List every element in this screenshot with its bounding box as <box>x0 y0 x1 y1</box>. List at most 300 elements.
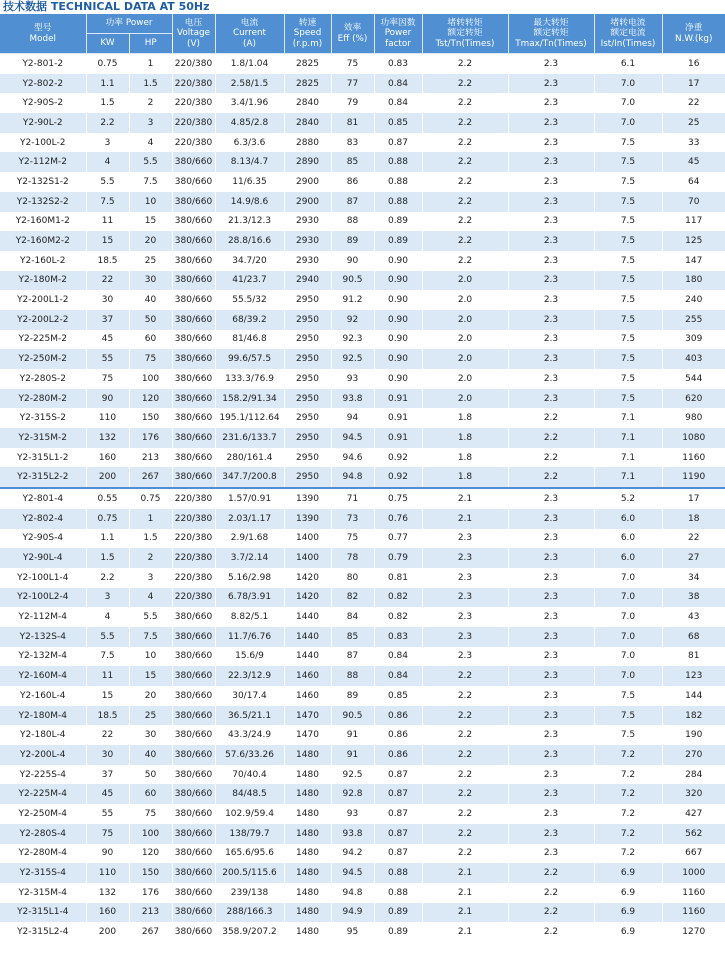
cell-power-hp: 150 <box>129 408 172 428</box>
table-row <box>0 784 725 804</box>
cell-tst-tn: 2.3 <box>422 607 508 627</box>
table-row <box>0 93 725 113</box>
cell-speed: 2930 <box>284 251 331 271</box>
cell-current: 2.58/1.5 <box>215 74 284 94</box>
cell-efficiency: 89 <box>331 231 374 251</box>
cell-power-kw: 200 <box>86 467 129 488</box>
cell-net-weight: 320 <box>662 784 725 804</box>
cell-power-factor: 0.87 <box>374 824 422 844</box>
cell-tst-tn: 2.0 <box>422 330 508 350</box>
cell-net-weight: 17 <box>662 488 725 509</box>
cell-tst-tn: 2.2 <box>422 804 508 824</box>
cell-power-kw: 22 <box>86 725 129 745</box>
cell-ist-in: 7.2 <box>594 784 662 804</box>
cell-speed: 2950 <box>284 428 331 448</box>
header-weight-en: N.W.(kg) <box>675 33 713 44</box>
table-row <box>0 548 725 568</box>
technical-data-table <box>0 14 725 942</box>
cell-model: Y2-200L1-2 <box>0 290 86 310</box>
cell-tmax-tn: 2.3 <box>508 389 594 409</box>
table-row <box>0 863 725 883</box>
table-row <box>0 529 725 549</box>
cell-efficiency: 93.8 <box>331 389 374 409</box>
table-row <box>0 627 725 647</box>
cell-tst-tn: 2.2 <box>422 212 508 232</box>
cell-power-kw: 30 <box>86 290 129 310</box>
cell-power-factor: 0.90 <box>374 310 422 330</box>
cell-current: 84/48.5 <box>215 784 284 804</box>
cell-tst-tn: 2.0 <box>422 389 508 409</box>
cell-voltage: 220/380 <box>172 113 215 133</box>
cell-power-factor: 0.88 <box>374 152 422 172</box>
cell-speed: 2950 <box>284 467 331 488</box>
cell-efficiency: 87 <box>331 192 374 212</box>
cell-model: Y2-132M-4 <box>0 647 86 667</box>
cell-power-kw: 4 <box>86 152 129 172</box>
cell-current: 15.6/9 <box>215 647 284 667</box>
cell-power-factor: 0.88 <box>374 863 422 883</box>
cell-current: 102.9/59.4 <box>215 804 284 824</box>
cell-power-factor: 0.88 <box>374 192 422 212</box>
cell-power-factor: 0.82 <box>374 588 422 608</box>
cell-tst-tn: 2.3 <box>422 588 508 608</box>
cell-current: 6.3/3.6 <box>215 133 284 153</box>
cell-power-kw: 200 <box>86 922 129 942</box>
cell-efficiency: 95 <box>331 922 374 942</box>
cell-voltage: 380/660 <box>172 745 215 765</box>
cell-efficiency: 77 <box>331 74 374 94</box>
cell-efficiency: 78 <box>331 548 374 568</box>
header-voltage <box>172 14 215 54</box>
cell-model: Y2-315L1-4 <box>0 903 86 923</box>
cell-power-hp: 120 <box>129 844 172 864</box>
cell-power-hp: 1 <box>129 54 172 74</box>
cell-power-factor: 0.85 <box>374 113 422 133</box>
cell-model: Y2-90L-4 <box>0 548 86 568</box>
cell-voltage: 380/660 <box>172 647 215 667</box>
cell-power-factor: 0.84 <box>374 93 422 113</box>
cell-power-kw: 5.5 <box>86 172 129 192</box>
table-row <box>0 54 725 74</box>
header-tst-cn-2: 额定转矩 <box>447 28 483 39</box>
cell-ist-in: 6.0 <box>594 548 662 568</box>
cell-voltage: 380/660 <box>172 271 215 291</box>
cell-net-weight: 284 <box>662 765 725 785</box>
cell-tst-tn: 2.2 <box>422 844 508 864</box>
cell-ist-in: 7.0 <box>594 607 662 627</box>
cell-speed: 1460 <box>284 666 331 686</box>
cell-current: 41/23.7 <box>215 271 284 291</box>
table-row <box>0 725 725 745</box>
cell-voltage: 220/380 <box>172 509 215 529</box>
table-row <box>0 113 725 133</box>
cell-current: 133.3/76.9 <box>215 369 284 389</box>
header-model-cn: 型号 <box>33 23 52 34</box>
cell-ist-in: 7.0 <box>594 568 662 588</box>
cell-power-kw: 160 <box>86 903 129 923</box>
cell-power-kw: 1.1 <box>86 529 129 549</box>
cell-power-kw: 1.1 <box>86 74 129 94</box>
cell-model: Y2-315M-4 <box>0 883 86 903</box>
cell-speed: 1480 <box>284 844 331 864</box>
cell-speed: 2840 <box>284 93 331 113</box>
cell-power-kw: 15 <box>86 231 129 251</box>
cell-tst-tn: 2.2 <box>422 824 508 844</box>
cell-power-kw: 22 <box>86 271 129 291</box>
cell-power-kw: 2.2 <box>86 568 129 588</box>
cell-voltage: 380/660 <box>172 389 215 409</box>
cell-tmax-tn: 2.3 <box>508 784 594 804</box>
cell-model: Y2-802-4 <box>0 509 86 529</box>
cell-power-hp: 1.5 <box>129 529 172 549</box>
cell-tmax-tn: 2.2 <box>508 448 594 468</box>
cell-net-weight: 403 <box>662 349 725 369</box>
cell-net-weight: 980 <box>662 408 725 428</box>
cell-ist-in: 7.0 <box>594 588 662 608</box>
cell-voltage: 380/660 <box>172 212 215 232</box>
cell-tst-tn: 2.2 <box>422 133 508 153</box>
cell-power-kw: 11 <box>86 212 129 232</box>
cell-speed: 2900 <box>284 172 331 192</box>
header-power: 功率 Power <box>86 14 172 34</box>
header-ist-cn-1: 堵转电流 <box>610 17 646 28</box>
table-row <box>0 686 725 706</box>
cell-efficiency: 93.8 <box>331 824 374 844</box>
cell-power-kw: 1.5 <box>86 548 129 568</box>
cell-speed: 2825 <box>284 54 331 74</box>
cell-model: Y2-100L1-4 <box>0 568 86 588</box>
cell-power-factor: 0.90 <box>374 271 422 291</box>
cell-voltage: 220/380 <box>172 548 215 568</box>
cell-voltage: 220/380 <box>172 568 215 588</box>
cell-tmax-tn: 2.3 <box>508 172 594 192</box>
cell-power-hp: 3 <box>129 113 172 133</box>
cell-power-hp: 5.5 <box>129 607 172 627</box>
cell-voltage: 380/660 <box>172 349 215 369</box>
cell-ist-in: 7.5 <box>594 310 662 330</box>
cell-voltage: 380/660 <box>172 192 215 212</box>
cell-ist-in: 7.5 <box>594 725 662 745</box>
cell-model: Y2-280S-4 <box>0 824 86 844</box>
cell-power-hp: 75 <box>129 804 172 824</box>
table-row <box>0 509 725 529</box>
cell-voltage: 380/660 <box>172 686 215 706</box>
cell-efficiency: 94.8 <box>331 467 374 488</box>
cell-power-factor: 0.91 <box>374 408 422 428</box>
cell-ist-in: 7.5 <box>594 192 662 212</box>
cell-model: Y2-801-2 <box>0 54 86 74</box>
table-row <box>0 349 725 369</box>
cell-power-hp: 75 <box>129 349 172 369</box>
cell-power-factor: 0.92 <box>374 448 422 468</box>
cell-voltage: 220/380 <box>172 93 215 113</box>
cell-model: Y2-280M-4 <box>0 844 86 864</box>
cell-power-factor: 0.90 <box>374 251 422 271</box>
cell-power-hp: 50 <box>129 310 172 330</box>
cell-current: 347.7/200.8 <box>215 467 284 488</box>
cell-model: Y2-250M-2 <box>0 349 86 369</box>
cell-current: 30/17.4 <box>215 686 284 706</box>
cell-tmax-tn: 2.3 <box>508 330 594 350</box>
cell-net-weight: 309 <box>662 330 725 350</box>
cell-tst-tn: 2.0 <box>422 310 508 330</box>
cell-ist-in: 6.0 <box>594 529 662 549</box>
cell-tmax-tn: 2.3 <box>508 588 594 608</box>
cell-speed: 2930 <box>284 231 331 251</box>
cell-power-factor: 0.87 <box>374 804 422 824</box>
cell-tmax-tn: 2.2 <box>508 903 594 923</box>
cell-power-kw: 0.75 <box>86 509 129 529</box>
table-row <box>0 74 725 94</box>
cell-tst-tn: 2.1 <box>422 509 508 529</box>
cell-model: Y2-225S-4 <box>0 765 86 785</box>
cell-power-factor: 0.86 <box>374 745 422 765</box>
cell-tst-tn: 2.3 <box>422 568 508 588</box>
cell-current: 99.6/57.5 <box>215 349 284 369</box>
cell-voltage: 220/380 <box>172 588 215 608</box>
cell-voltage: 380/660 <box>172 706 215 726</box>
cell-tst-tn: 1.8 <box>422 408 508 428</box>
cell-tmax-tn: 2.3 <box>508 369 594 389</box>
cell-ist-in: 7.5 <box>594 231 662 251</box>
cell-power-hp: 5.5 <box>129 152 172 172</box>
cell-speed: 1480 <box>284 804 331 824</box>
cell-efficiency: 91.2 <box>331 290 374 310</box>
cell-net-weight: 147 <box>662 251 725 271</box>
cell-current: 6.78/3.91 <box>215 588 284 608</box>
cell-efficiency: 94.6 <box>331 448 374 468</box>
cell-power-factor: 0.87 <box>374 133 422 153</box>
cell-speed: 2950 <box>284 408 331 428</box>
header-model-en: Model <box>29 33 56 44</box>
cell-net-weight: 620 <box>662 389 725 409</box>
cell-speed: 1470 <box>284 706 331 726</box>
header-weight-cn: 净重 <box>684 23 703 34</box>
cell-power-kw: 90 <box>86 844 129 864</box>
cell-efficiency: 92.5 <box>331 349 374 369</box>
table-row <box>0 883 725 903</box>
cell-ist-in: 7.1 <box>594 448 662 468</box>
cell-efficiency: 79 <box>331 93 374 113</box>
cell-net-weight: 22 <box>662 93 725 113</box>
cell-tst-tn: 2.0 <box>422 290 508 310</box>
cell-power-hp: 4 <box>129 588 172 608</box>
cell-speed: 1420 <box>284 568 331 588</box>
cell-net-weight: 34 <box>662 568 725 588</box>
cell-power-hp: 176 <box>129 428 172 448</box>
cell-tmax-tn: 2.3 <box>508 647 594 667</box>
cell-power-kw: 3 <box>86 588 129 608</box>
cell-tst-tn: 2.2 <box>422 74 508 94</box>
header-eff-cn: 效率 <box>343 23 362 34</box>
cell-tst-tn: 2.0 <box>422 369 508 389</box>
cell-power-hp: 60 <box>129 784 172 804</box>
cell-model: Y2-180M-2 <box>0 271 86 291</box>
cell-tmax-tn: 2.3 <box>508 765 594 785</box>
cell-current: 68/39.2 <box>215 310 284 330</box>
cell-power-hp: 40 <box>129 745 172 765</box>
cell-ist-in: 7.5 <box>594 290 662 310</box>
cell-net-weight: 33 <box>662 133 725 153</box>
cell-model: Y2-315S-4 <box>0 863 86 883</box>
cell-power-factor: 0.87 <box>374 844 422 864</box>
cell-ist-in: 7.0 <box>594 113 662 133</box>
cell-voltage: 380/660 <box>172 765 215 785</box>
cell-efficiency: 94.8 <box>331 883 374 903</box>
header-hp: HP <box>129 34 172 54</box>
cell-tst-tn: 2.2 <box>422 93 508 113</box>
cell-net-weight: 1270 <box>662 922 725 942</box>
cell-current: 21.3/12.3 <box>215 212 284 232</box>
cell-tmax-tn: 2.3 <box>508 74 594 94</box>
cell-tmax-tn: 2.3 <box>508 349 594 369</box>
cell-power-factor: 0.90 <box>374 330 422 350</box>
cell-speed: 1480 <box>284 922 331 942</box>
table-row <box>0 706 725 726</box>
cell-tst-tn: 2.2 <box>422 54 508 74</box>
cell-power-factor: 0.92 <box>374 467 422 488</box>
cell-tst-tn: 2.1 <box>422 903 508 923</box>
cell-net-weight: 81 <box>662 647 725 667</box>
cell-voltage: 380/660 <box>172 172 215 192</box>
table-row <box>0 310 725 330</box>
cell-model: Y2-132S1-2 <box>0 172 86 192</box>
cell-efficiency: 93 <box>331 369 374 389</box>
header-voltage-unit: (V) <box>187 38 200 49</box>
cell-power-factor: 0.75 <box>374 488 422 509</box>
cell-net-weight: 182 <box>662 706 725 726</box>
cell-voltage: 380/660 <box>172 784 215 804</box>
cell-model: Y2-132S2-2 <box>0 192 86 212</box>
cell-current: 288/166.3 <box>215 903 284 923</box>
cell-tst-tn: 2.2 <box>422 686 508 706</box>
cell-net-weight: 544 <box>662 369 725 389</box>
cell-model: Y2-160M1-2 <box>0 212 86 232</box>
cell-power-factor: 0.87 <box>374 765 422 785</box>
cell-net-weight: 255 <box>662 310 725 330</box>
cell-model: Y2-200L-4 <box>0 745 86 765</box>
table-row <box>0 389 725 409</box>
cell-ist-in: 6.9 <box>594 922 662 942</box>
cell-power-hp: 30 <box>129 725 172 745</box>
cell-power-hp: 4 <box>129 133 172 153</box>
cell-power-factor: 0.90 <box>374 290 422 310</box>
header-current-cn: 电流 <box>240 17 259 28</box>
cell-efficiency: 91 <box>331 745 374 765</box>
cell-model: Y2-112M-2 <box>0 152 86 172</box>
cell-efficiency: 80 <box>331 568 374 588</box>
cell-power-kw: 55 <box>86 804 129 824</box>
cell-tmax-tn: 2.3 <box>508 824 594 844</box>
cell-efficiency: 71 <box>331 488 374 509</box>
cell-voltage: 380/660 <box>172 231 215 251</box>
cell-model: Y2-100L-2 <box>0 133 86 153</box>
table-row <box>0 192 725 212</box>
cell-efficiency: 86 <box>331 172 374 192</box>
cell-tst-tn: 2.2 <box>422 706 508 726</box>
cell-current: 1.8/1.04 <box>215 54 284 74</box>
table-row <box>0 212 725 232</box>
cell-tst-tn: 2.2 <box>422 725 508 745</box>
cell-power-hp: 25 <box>129 251 172 271</box>
cell-efficiency: 89 <box>331 686 374 706</box>
cell-tst-tn: 2.2 <box>422 745 508 765</box>
cell-model: Y2-90L-2 <box>0 113 86 133</box>
cell-power-hp: 40 <box>129 290 172 310</box>
cell-tmax-tn: 2.3 <box>508 310 594 330</box>
table-row <box>0 467 725 488</box>
cell-power-hp: 100 <box>129 369 172 389</box>
cell-net-weight: 22 <box>662 529 725 549</box>
cell-net-weight: 427 <box>662 804 725 824</box>
cell-net-weight: 1160 <box>662 883 725 903</box>
cell-model: Y2-280S-2 <box>0 369 86 389</box>
cell-ist-in: 7.2 <box>594 824 662 844</box>
cell-model: Y2-280M-2 <box>0 389 86 409</box>
cell-speed: 2900 <box>284 192 331 212</box>
cell-voltage: 380/660 <box>172 844 215 864</box>
header-voltage-en: Voltage <box>177 28 210 39</box>
header-max-torque <box>508 14 594 54</box>
cell-efficiency: 93 <box>331 804 374 824</box>
cell-power-factor: 0.89 <box>374 231 422 251</box>
cell-model: Y2-315M-2 <box>0 428 86 448</box>
cell-power-kw: 2.2 <box>86 113 129 133</box>
cell-tmax-tn: 2.2 <box>508 428 594 448</box>
table-row <box>0 804 725 824</box>
cell-power-kw: 1.5 <box>86 93 129 113</box>
cell-voltage: 380/660 <box>172 251 215 271</box>
cell-tmax-tn: 2.3 <box>508 488 594 509</box>
cell-current: 3.4/1.96 <box>215 93 284 113</box>
table-row <box>0 607 725 627</box>
cell-power-hp: 100 <box>129 824 172 844</box>
cell-efficiency: 84 <box>331 607 374 627</box>
header-current-en: Current <box>232 28 267 39</box>
table-row <box>0 369 725 389</box>
cell-efficiency: 81 <box>331 113 374 133</box>
cell-current: 231.6/133.7 <box>215 428 284 448</box>
cell-tmax-tn: 2.3 <box>508 54 594 74</box>
cell-tmax-tn: 2.2 <box>508 883 594 903</box>
cell-voltage: 380/660 <box>172 607 215 627</box>
header-tmax-en: Tmax/Tn(Times) <box>515 38 587 49</box>
header-starting-current <box>594 14 662 54</box>
cell-efficiency: 92 <box>331 310 374 330</box>
header-tst-cn-1: 堵转转矩 <box>447 17 483 28</box>
header-tmax-cn-2: 额定转矩 <box>533 28 569 39</box>
cell-model: Y2-112M-4 <box>0 607 86 627</box>
cell-net-weight: 64 <box>662 172 725 192</box>
cell-efficiency: 94.5 <box>331 428 374 448</box>
cell-voltage: 380/660 <box>172 725 215 745</box>
cell-net-weight: 1000 <box>662 863 725 883</box>
cell-ist-in: 7.0 <box>594 93 662 113</box>
header-speed-en: Speed <box>293 28 322 39</box>
header-net-weight <box>662 14 725 54</box>
cell-net-weight: 180 <box>662 271 725 291</box>
cell-ist-in: 7.0 <box>594 627 662 647</box>
cell-current: 239/138 <box>215 883 284 903</box>
cell-efficiency: 85 <box>331 152 374 172</box>
cell-power-kw: 3 <box>86 133 129 153</box>
cell-voltage: 380/660 <box>172 310 215 330</box>
cell-tst-tn: 2.3 <box>422 548 508 568</box>
cell-current: 22.3/12.9 <box>215 666 284 686</box>
cell-tmax-tn: 2.3 <box>508 627 594 647</box>
cell-efficiency: 85 <box>331 627 374 647</box>
cell-power-kw: 30 <box>86 745 129 765</box>
